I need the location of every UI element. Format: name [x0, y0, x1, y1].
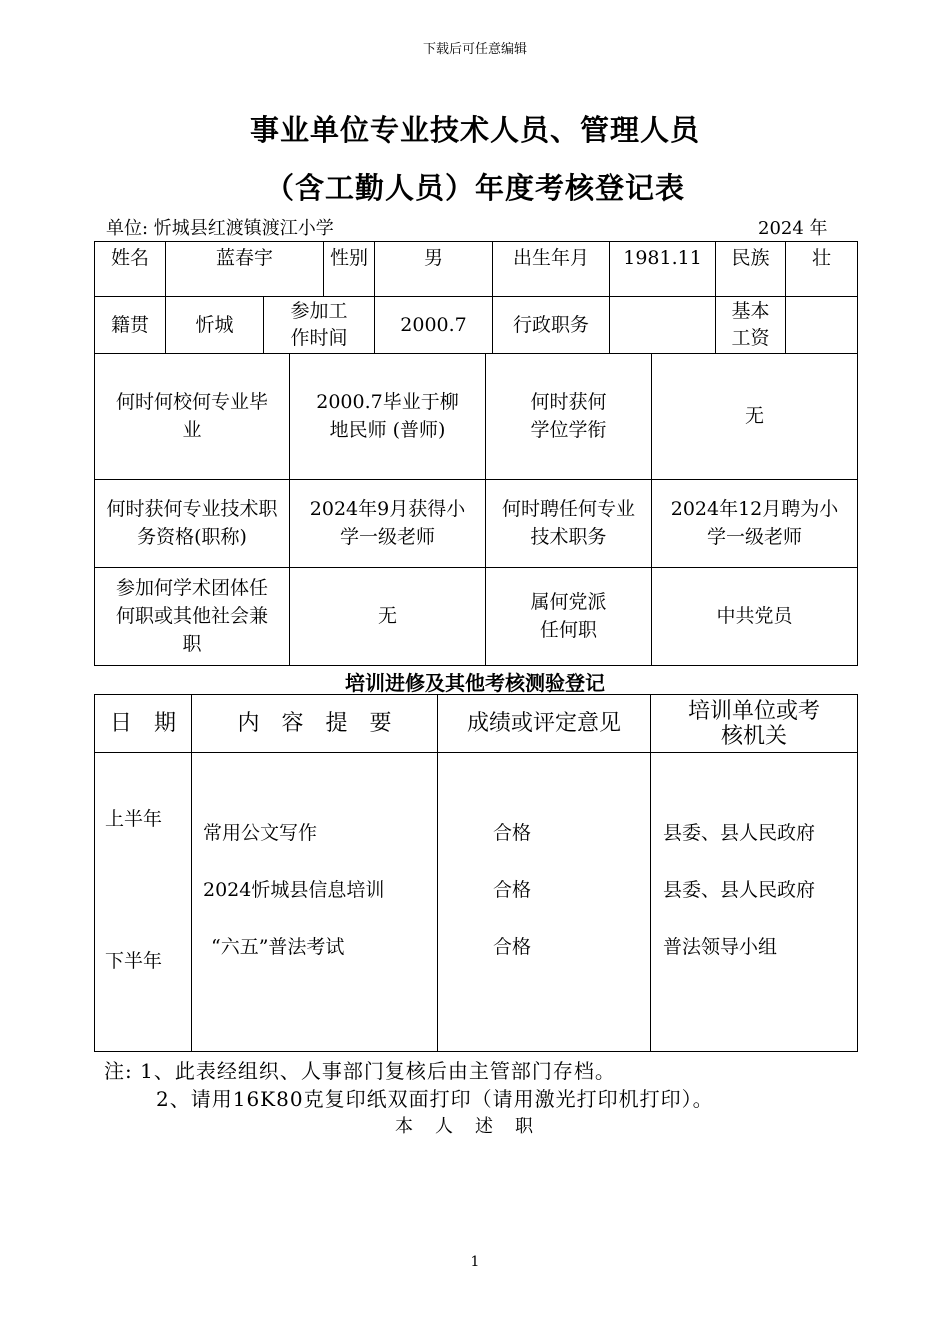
- period-first-half: 上半年: [105, 808, 163, 830]
- title-qual-value: 2024年9月获得小学一级老师: [290, 479, 486, 567]
- org-item: 县委、县人民政府: [663, 879, 816, 901]
- academic-label: 参加何学术团体任何职或其他社会兼职: [95, 567, 290, 665]
- result-item: 合格: [493, 879, 532, 901]
- name-value: 蓝春宇: [166, 242, 324, 297]
- header-date: 日 期: [95, 695, 192, 753]
- unit-line: 单位: 忻城县红渡镇渡江小学: [106, 218, 334, 239]
- name-label: 姓名: [95, 242, 166, 297]
- content-item: 常用公文写作: [203, 822, 318, 844]
- self-description-heading: 本人述职: [395, 1116, 555, 1137]
- birth-label: 出生年月: [493, 242, 610, 297]
- work-start-label: 参加工作时间: [264, 297, 375, 354]
- org-column: [651, 753, 858, 1052]
- header-result: 成绩或评定意见: [438, 695, 651, 753]
- ethnic-label: 民族: [716, 242, 786, 297]
- result-item: 合格: [493, 936, 532, 958]
- party-value: 中共党员: [652, 567, 858, 665]
- header-org: 培训单位或考核机关: [651, 695, 858, 753]
- origin-label: 籍贯: [95, 297, 166, 354]
- appoint-value: 2024年12月聘为小学一级老师: [652, 479, 858, 567]
- page-title-line2: （含工勤人员）年度考核登记表: [264, 171, 685, 205]
- page-title-line1: 事业单位专业技术人员、管理人员: [249, 113, 700, 147]
- header-content: 内 容 提 要: [192, 695, 438, 753]
- note-line-1: 注: 1、此表经组织、人事部门复核后由主管部门存档。: [104, 1059, 616, 1083]
- graduate-value: 2000.7毕业于柳地民师 (普师): [290, 353, 486, 479]
- title-qual-label: 何时获何专业技术职务资格(职称): [95, 479, 290, 567]
- content-column: [192, 753, 438, 1052]
- result-item: 合格: [493, 822, 532, 844]
- academic-value: 无: [290, 567, 486, 665]
- page-number: 1: [470, 1254, 480, 1270]
- admin-post-value: [610, 297, 716, 354]
- training-section-title: 培训进修及其他考核测验登记: [345, 671, 605, 695]
- content-item: “六五”普法考试: [211, 936, 345, 958]
- salary-label: 基本工资: [716, 297, 786, 354]
- origin-value: 忻城: [166, 297, 264, 354]
- party-label: 属何党派任何职: [486, 567, 652, 665]
- gender-value: 男: [375, 242, 493, 297]
- degree-label: 何时获何学位学衔: [486, 353, 652, 479]
- detail-info-table: [94, 353, 858, 666]
- content-item: 2024忻城县信息培训: [203, 879, 385, 901]
- work-start-value: 2000.7: [375, 297, 493, 354]
- admin-post-label: 行政职务: [493, 297, 610, 354]
- org-item: 县委、县人民政府: [663, 822, 816, 844]
- note-line-2: 2、请用16K80克复印纸双面打印（请用激光打印机打印）。: [156, 1087, 714, 1111]
- training-table: [94, 694, 858, 1052]
- year-label: 2024 年: [758, 218, 828, 239]
- ethnic-value: 壮: [786, 242, 858, 297]
- salary-value: [786, 297, 858, 354]
- degree-value: 无: [652, 353, 858, 479]
- org-item: 普法领导小组: [663, 936, 778, 958]
- birth-value: 1981.11: [610, 242, 716, 297]
- basic-info-table: [94, 241, 858, 354]
- period-column: [95, 753, 192, 1052]
- header-note: 下载后可任意编辑: [422, 42, 527, 57]
- gender-label: 性别: [324, 242, 375, 297]
- period-second-half: 下半年: [105, 950, 163, 972]
- graduate-label: 何时何校何专业毕 业: [95, 353, 290, 479]
- appoint-label: 何时聘任何专业技术职务: [486, 479, 652, 567]
- result-column: [438, 753, 651, 1052]
